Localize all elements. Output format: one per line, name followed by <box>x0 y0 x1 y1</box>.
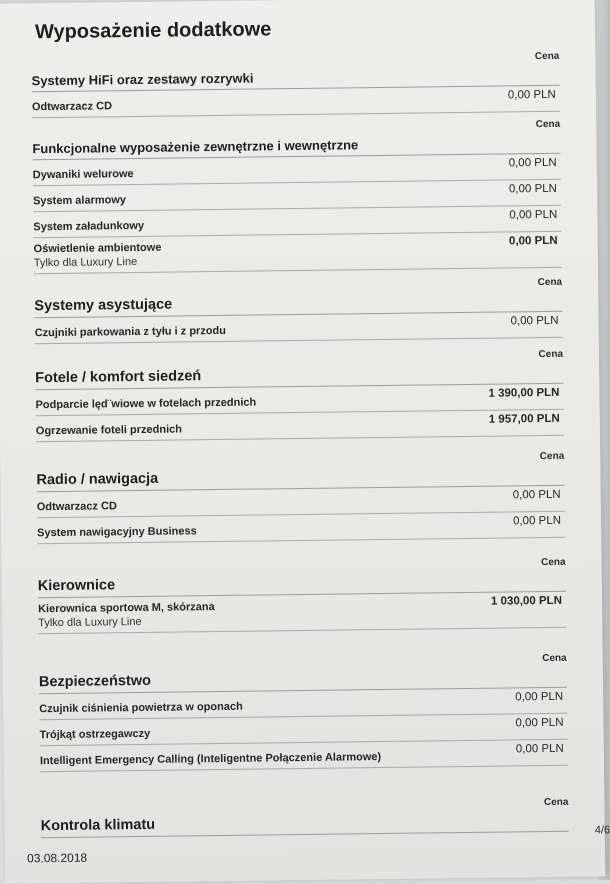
item-price: 0,00 PLN <box>508 182 558 196</box>
item-label: Czujnik ciśnienia powietrza w oponach <box>39 700 243 716</box>
item-price: 1 030,00 PLN <box>490 594 563 608</box>
list-item <box>32 86 560 118</box>
item-label: Czujniki parkowania z tyłu i z przodu <box>34 324 227 340</box>
price-column-header: Cena <box>543 796 569 809</box>
item-label: System nawigacyjny Business <box>37 525 197 540</box>
section-title: Kierownice <box>37 577 116 595</box>
item-label: System załadunkowy <box>33 219 145 234</box>
section-title: Bezpieczeństwo <box>38 672 152 691</box>
section-title: Funkcjonalne wyposażenie zewnętrzne i wewnętrzne <box>32 137 359 157</box>
item-label: Podparcie lęd¨wiowe w fotelach przednich <box>35 396 257 412</box>
page-number: 4/6 <box>594 824 610 837</box>
section-seats-comfort <box>35 348 564 442</box>
item-sublabel: Tylko dla Luxury Line <box>33 255 138 270</box>
list-item <box>34 232 562 274</box>
section-hifi <box>31 50 560 118</box>
item-price: 0,00 PLN <box>507 88 556 102</box>
item-label: System alarmowy <box>32 194 127 208</box>
item-label: Dywaniki welurowe <box>32 168 134 182</box>
item-label: Odtwarzacz CD <box>36 500 117 514</box>
item-price: 0,00 PLN <box>508 156 557 170</box>
item-label: Ogrzewanie foteli przednich <box>35 423 183 438</box>
item-price: 1 390,00 PLN <box>488 386 560 400</box>
price-column-header: Cena <box>537 276 563 289</box>
document-date: 03.08.2018 <box>27 850 88 866</box>
section-functional-equipment <box>32 118 562 274</box>
section-climate-control <box>40 796 569 838</box>
section-safety <box>38 652 568 772</box>
section-steering-wheels <box>37 556 567 634</box>
list-item <box>34 312 562 344</box>
item-label: Kierownica sportowa M, skórzana <box>37 601 215 616</box>
item-price: 0,00 PLN <box>512 488 561 502</box>
item-sublabel: Tylko dla Luxury Line <box>38 615 142 630</box>
item-label: Intelligent Emergency Calling (Inteligentne Połączenie Alarmowe) <box>39 751 382 768</box>
list-item <box>40 740 568 772</box>
price-column-header: Cena <box>535 118 561 131</box>
item-price: 0,00 PLN <box>515 742 564 756</box>
item-label: Trójkąt ostrzegawczy <box>39 727 151 742</box>
section-title: Kontrola klimatu <box>40 816 156 835</box>
price-column-header: Cena <box>534 50 560 63</box>
item-label: Oświetlenie ambientowe <box>33 241 162 256</box>
section-title: Systemy HiFi oraz zestawy rozrywki <box>31 70 254 89</box>
list-item <box>38 592 566 634</box>
section-title: Radio / nawigacja <box>36 470 159 489</box>
item-price: 0,00 PLN <box>515 690 564 704</box>
price-column-header: Cena <box>539 450 565 463</box>
section-radio-navigation <box>36 450 565 544</box>
section-title: Fotele / komfort siedzeń <box>35 368 202 387</box>
item-price: 0,00 PLN <box>508 234 558 248</box>
section-header <box>40 796 569 838</box>
item-label: Odtwarzacz CD <box>31 100 113 114</box>
price-column-header: Cena <box>542 652 567 665</box>
section-assistance-systems <box>34 276 563 344</box>
document-title: Wyposażenie dodatkowe <box>34 18 272 44</box>
section-title: Systemy asystujące <box>34 296 173 315</box>
item-price: 0,00 PLN <box>515 716 564 730</box>
item-price: 0,00 PLN <box>510 314 559 328</box>
item-price: 0,00 PLN <box>512 514 562 528</box>
item-price: 0,00 PLN <box>509 208 558 222</box>
list-item <box>36 410 564 442</box>
list-item <box>37 512 565 544</box>
item-price: 1 957,00 PLN <box>488 412 560 426</box>
price-column-header: Cena <box>540 556 566 569</box>
price-column-header: Cena <box>538 348 564 361</box>
